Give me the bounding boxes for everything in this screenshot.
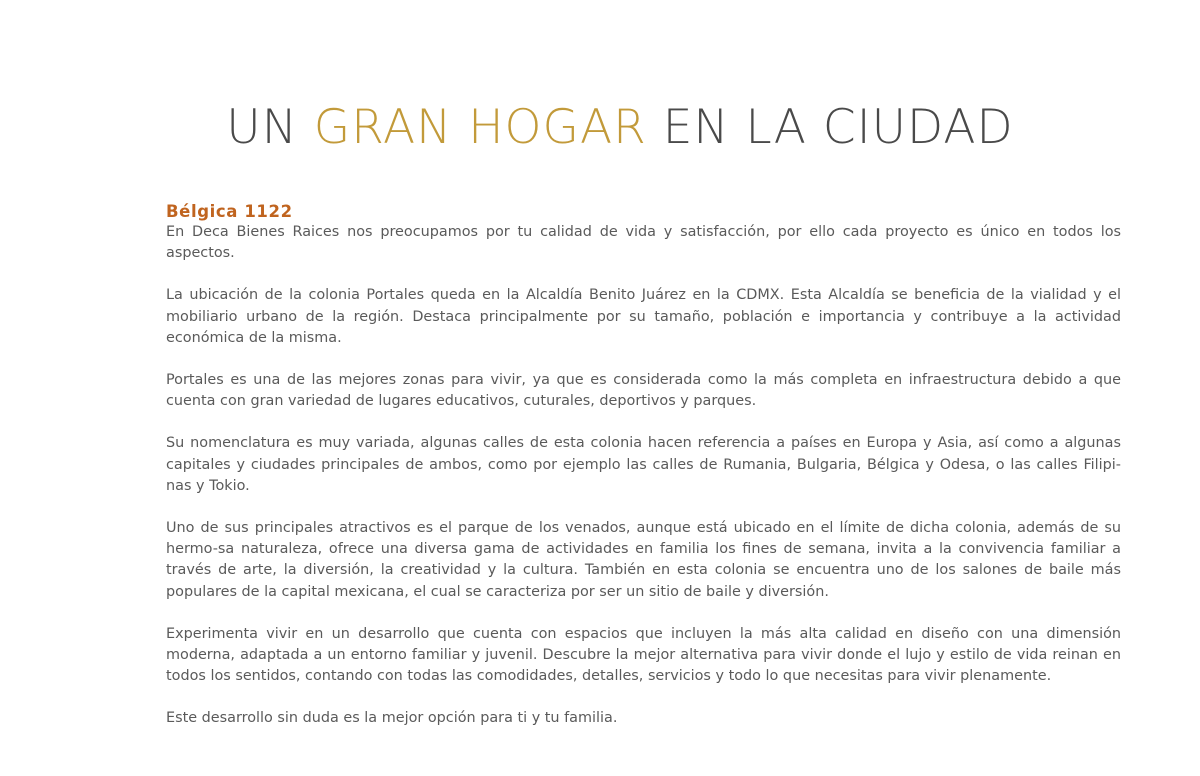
property-heading: Bélgica 1122 — [166, 202, 293, 221]
paragraph-intro: En Deca Bienes Raices nos preocupamos por tu calidad de vida y satisfacción, por ello cada proyecto es único en todos los aspectos. — [166, 224, 1121, 262]
paragraph-location: La ubicación de la colonia Portales queda en la Alcaldía Benito Juárez en la CDMX. Esta Alcaldía se beneficia de la vialidad y el mobiliario urbano de la región. Destaca principalmente por su tamaño, población e importancia y contribuye a la actividad económica de la misma. — [166, 287, 1121, 346]
paragraph-attractions: Uno de sus principales atractivos es el parque de los venados, aunque está ubicado en el límite de dicha colonia, además de su hermo-sa naturaleza, ofrece una diversa gama de actividades en familia los fines de semana, invita a la convivencia familiar a través de arte, la diversión, la creatividad y la cultura. También en esta colonia se encuentra uno de los salones de baile más populares de la capital mexicana, el cual se caracteriza por ser un sitio de baile y diversión. — [166, 520, 1121, 600]
title-part-1: UN — [226, 100, 314, 155]
title-part-3: EN LA CIUDAD — [646, 100, 1014, 155]
article-body — [166, 202, 1121, 751]
paragraph-zone: Portales es una de las mejores zonas para vivir, ya que es considerada como la más completa en infraestructura debido a que cuenta con gran variedad de lugares educativos, cuturales, deportivos y parques. — [166, 372, 1121, 410]
page-title — [0, 98, 1200, 158]
paragraph-nomenclature: Su nomenclatura es muy variada, algunas calles de esta colonia hacen referencia a países en Europa y Asia, así como a algunas capitales y ciudades principales de ambos, como por ejemplo las calles de Rumania, Bulgaria, Bélgica y Odesa, o las calles Filipi-nas y Tokio. — [166, 435, 1121, 494]
title-accent: GRAN HOGAR — [313, 100, 647, 155]
paragraph-experience: Experimenta vivir en un desarrollo que cuenta con espacios que incluyen la más alta calidad en diseño con una dimensión moderna, adaptada a un entorno familiar y juvenil. Descubre la mejor alternativa para vivir donde el lujo y estilo de vida reinan en todos los sentidos, contando con todas las comodidades, detalles, servicios y todo lo que necesitas para vivir plenamente. — [166, 625, 1121, 685]
paragraph-closing: Este desarrollo sin duda es la mejor opción para ti y tu familia. — [166, 710, 618, 727]
